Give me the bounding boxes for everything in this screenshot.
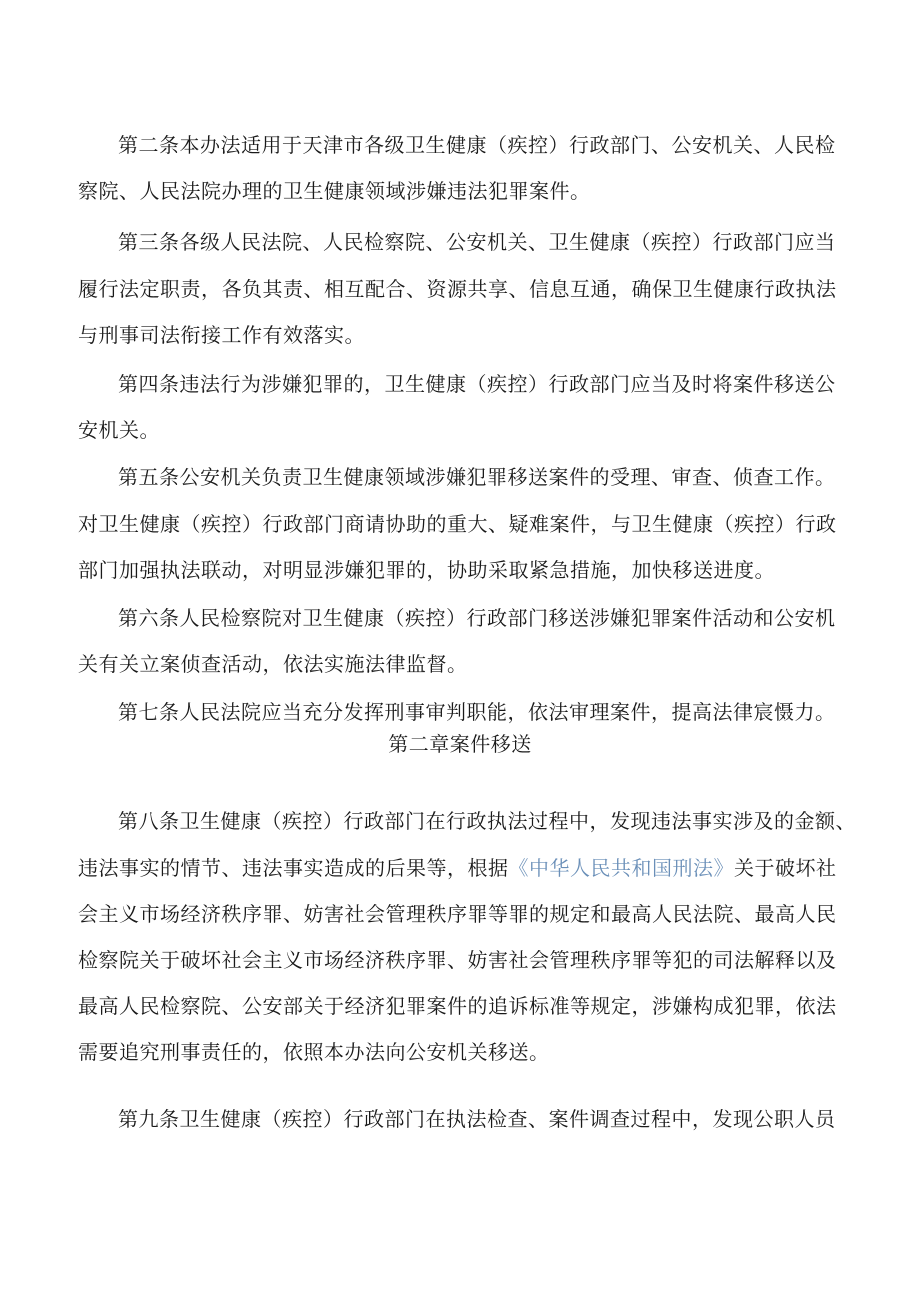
article-8-line-1: 第八条卫生健康（疾控）行政部门在行政执法过程中，发现违法事实涉及的金额、 [118,809,856,833]
article-8-line-4: 检察院关于破坏社会主义市场经济秩序罪、妨害社会管理秩序罪等犯的司法解释以及 [78,948,837,972]
article-8-line-6: 需要追究刑事责任的，依照本办法向公安机关移送。 [78,1040,550,1064]
article-7-line-1: 第七条人民法院应当充分发挥刑事审判职能，依法审理案件，提高法律宸慑力。 [118,700,836,724]
article-6-line-1: 第六条人民检察院对卫生健康（疾控）行政部门移送涉嫌犯罪案件活动和公安机 [118,606,836,630]
article-6-line-2: 关有关立案侦查活动，依法实施法律监督。 [78,652,468,676]
article-5-line-2: 对卫生健康（疾控）行政部门商请协助的重大、疑难案件，与卫生健康（疾控）行政 [78,512,837,536]
article-8-line-2-text-a: 违法事实的情节、违法事实造成的后果等，根据 [78,856,509,880]
article-5-line-3: 部门加强执法联动，对明显涉嫌犯罪的，协助采取紧急措施，加快移送进度。 [78,558,775,582]
article-8-line-2-text-b: 关于破坏社 [734,856,837,880]
article-4-line-2: 安机关。 [78,418,160,442]
criminal-law-link[interactable]: 《中华人民共和国刑法》 [508,856,734,880]
article-2-line-2: 察院、人民法院办理的卫生健康领域涉嫌违法犯罪案件。 [78,179,591,203]
article-2-line-1: 第二条本办法适用于天津市各级卫生健康（疾控）行政部门、公安机关、人民检 [118,133,836,157]
article-4-line-1: 第四条违法行为涉嫌犯罪的，卫生健康（疾控）行政部门应当及时将案件移送公 [118,372,836,396]
article-8-line-3: 会主义市场经济秩序罪、妨害社会管理秩序罪等罪的规定和最高人民法院、最高人民 [78,902,837,926]
article-5-line-1: 第五条公安机关负责卫生健康领域涉嫌犯罪移送案件的受理、审查、侦查工作。 [118,465,836,489]
article-9-line-1: 第九条卫生健康（疾控）行政部门在执法检查、案件调查过程中，发现公职人员 [118,1107,836,1131]
chapter-2-heading: 第二章案件移送 [388,732,532,756]
article-8-line-5: 最高人民检察院、公安部关于经济犯罪案件的追诉标准等规定，涉嫌构成犯罪，依法 [78,994,837,1018]
article-3-line-1: 第三条各级人民法院、人民检察院、公安机关、卫生健康（疾控）行政部门应当 [118,230,836,254]
article-3-line-3: 与刑事司法衔接工作有效落实。 [78,323,365,347]
article-3-line-2: 履行法定职责，各负其责、相互配合、资源共享、信息互通，确保卫生健康行政执法 [78,277,837,301]
article-8-line-2 [78,855,848,881]
